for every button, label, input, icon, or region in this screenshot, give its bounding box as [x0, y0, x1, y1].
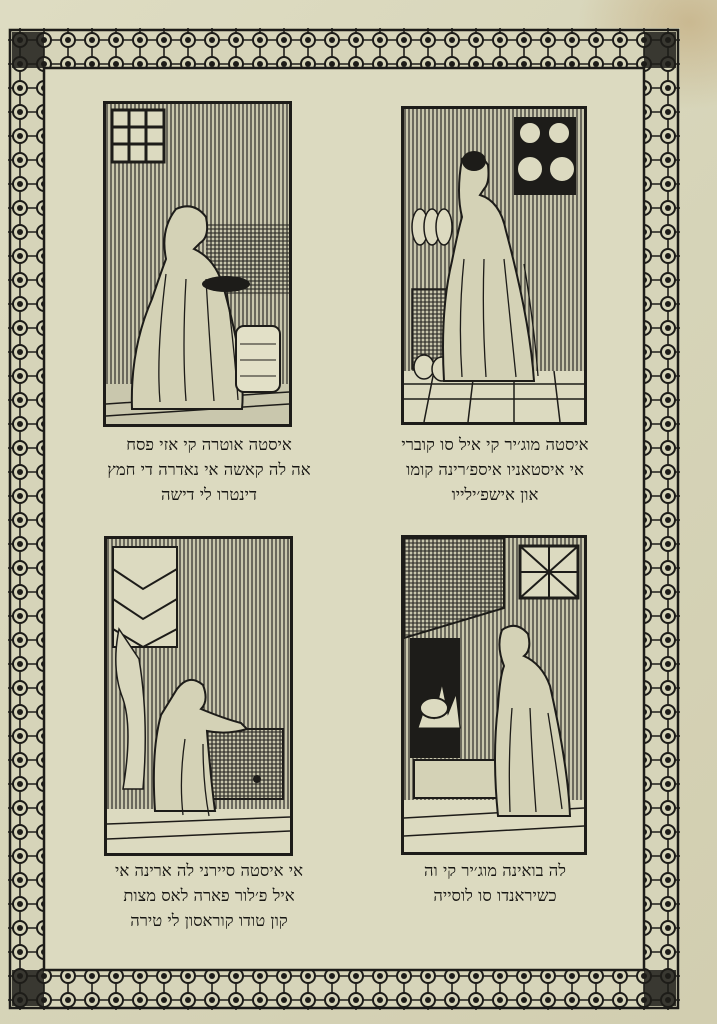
illustration-bottom-left — [104, 536, 293, 856]
caption-line: און אישפ׳ילייו — [451, 485, 539, 504]
caption-line: אה לה קאשה אי נאדרה די חמץ — [107, 460, 311, 479]
caption-top-left — [94, 432, 324, 507]
caption-line: אי איסטה סיירני לה ארינה אי — [115, 861, 303, 880]
illustration-bottom-right — [401, 535, 587, 855]
caption-line: קון טודו קוראסון לי טירה — [130, 911, 288, 930]
caption-line: איסטה אוטרה קי אזי פסח — [126, 435, 292, 454]
caption-line: אי איסטאניו איספ׳רינה קומו — [406, 460, 584, 479]
caption-line: דינטרו לי דישה — [161, 485, 257, 504]
woman-scalding-pots-icon — [404, 538, 584, 852]
illustration-top-left — [103, 101, 292, 427]
illustration-top-right — [401, 106, 587, 425]
woman-sifting-flour-icon — [107, 539, 290, 853]
caption-bottom-right — [395, 858, 595, 908]
woman-polishing-copper-icon — [404, 109, 584, 422]
caption-line: איסטה מוג׳יר קי איל סו קוברי — [401, 435, 589, 454]
caption-bottom-left — [84, 858, 334, 933]
caption-line: לה בואינה מוג׳יר קי וה — [423, 861, 566, 880]
caption-line: כשיראנדו סו לוסייה — [433, 886, 557, 905]
woman-cleaning-chametz-icon — [106, 104, 289, 424]
caption-top-right — [395, 432, 595, 507]
caption-line: איל פ׳לור פארה לאס מצות — [123, 886, 295, 905]
